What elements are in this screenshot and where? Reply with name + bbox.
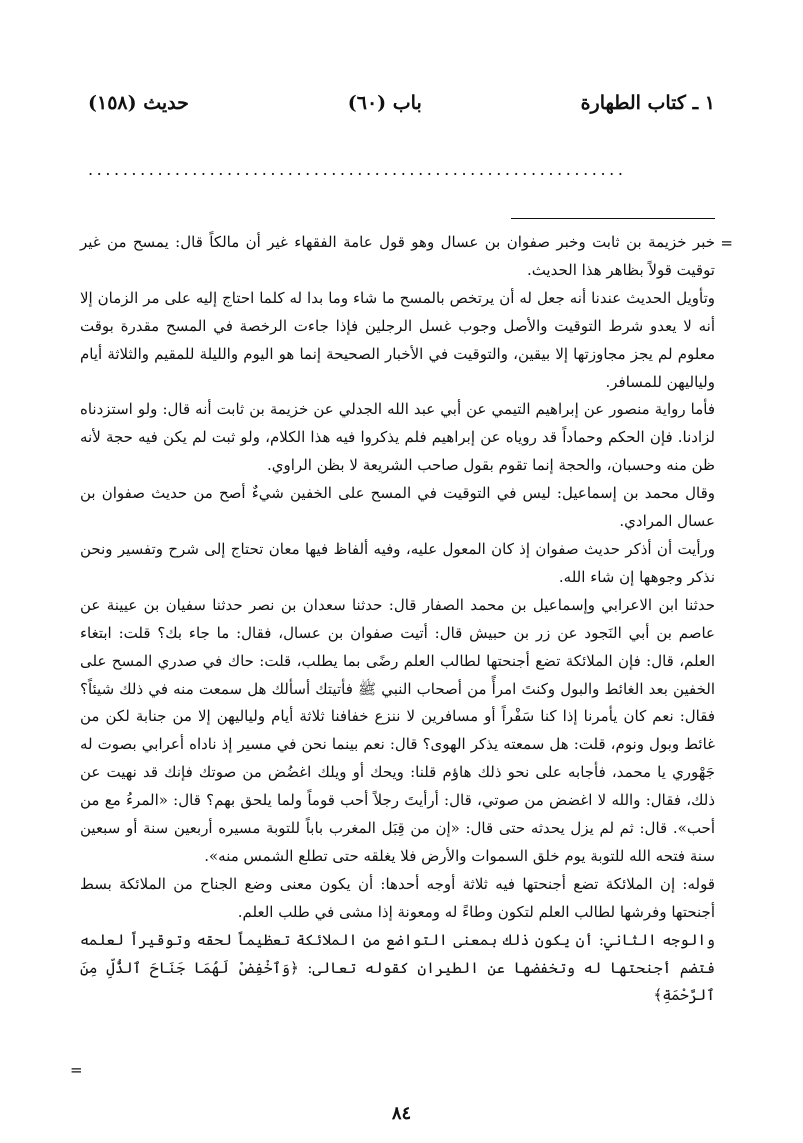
paragraph-4: وقال محمد بن إسماعيل: ليس في التوقيت في المسح على الخفين شيءٌ أصح من حديث صفوان بن عسال المرادي. [80,484,715,531]
dotted-separator: .............................................................. [88,160,627,178]
book-title: ١ ـ كتاب الطهارة [580,92,715,114]
commentary-body [80,229,715,1010]
paragraph-5: ورأيت أن أذكر حديث صفوان إذ كان المعول عليه، وفيه ألفاظ فيها معان تحتاج إلى شرح وتفسير ونحن نذكر وجوهها إن شاء الله. [80,539,715,586]
paragraph-3: فأما رواية منصور عن إبراهيم التيمي عن أبي عبد الله الجدلي عن خزيمة بن ثابت أنه قال: ولو استزدناه لزادنا. فإن الحكم وحماداً قد روياه عن إبراهيم فلم يذكروا فيه هذا الكلام، ولو ثبت لم يكن فيه حجة لأنه ظن منه وحسبان، والحجة إنما تقوم بقول صاحب الشريعة لا بظن الراوي. [80,400,715,475]
paragraph-8: والوجه الثاني: أن يكون ذلك بمعنى التواضع من الملائكة تعظيماً لحقه وتوقيراً لعلمه فتضم أجنحتها له وتخفضها عن الطيران كقوله تعالى: ﴿وَٱخْفِضْ لَهُمَا جَنَاحَ ٱلذُّلِّ مِنَ ٱلرَّحْمَةِ﴾ [80,930,715,1005]
hadith-number: (١٥٨) حديث [88,92,189,114]
paragraph-2: وتأويل الحديث عندنا أنه جعل له أن يرتخص بالمسح ما شاء وما بدا له كلما احتاج إليه على مر الزمان إلا أنه لا يعدو شرط التوقيت والأصل وجوب غسل الرجلين فإذا جاءت الرخصة في المسح مقدرة بوقت معلوم لم يجز مجاوزتها إلا بيقين، والتوقيت في الأخبار الصحيحة إنما هو اليوم والليلة للمقيم والثلاثة أيام ولياليهن للمسافر. [80,288,715,391]
chapter-number: (٦٠) باب [347,92,422,114]
footnote-rule [511,218,715,219]
paragraph-7: قوله: إن الملائكة تضع أجنحتها فيه ثلاثة أوجه أحدها: أن يكون معنى وضع الجناح من الملائكة بسط أجنحتها وفرشها لطالب العلم لتكون وطاءً له ومعونة إذا مشى في طلب العلم. [80,874,715,921]
paragraph-6: حدثنا ابن الاعرابي وإسماعيل بن محمد الصفار قال: حدثنا سعدان بن نصر حدثنا سفيان بن عيينة عن عاصم بن أبي النَجود عن زر بن حبيش قال: أتيت صفوان بن عسال، فقال: ما جاء بك؟ قلت: ابتغاء العلم، قال: فإن الملائكة تضع أجنحتها لطالب العلم رضًى بما يطلب، قلت: حاك في صدري المسح على الخفين بعد الغائط والبول وكنتَ امرأً من أصحاب النبي ﷺ فأتيتك أسألك هل سمعت منه في ذلك شيئاً؟ فقال: نعم كان يأمرنا إذا كنا سَفْراً أو مسافرين لا ننزع خفافنا ثلاثة أيام ولياليهن إلا من جنابة لكن من غائط وبول ونوم، قلت: هل سمعته يذكر الهوى؟ قال: نعم بينما نحن في مسير إذ ناداه أعرابي بصوت له جَهْوري يا محمد، فأجابه على نحو ذلك هاؤم قلنا: ويحك أو ويلك اغضُض من صوتك فإنك قد نهيت عن ذلك، فقال: والله لا اغضض من صوتي، قال: أرأيتَ رجلاً أحب قوماً ولما يلحق بهم؟ قال: «المرءُ مع من أحب». قال: ثم لم يزل يحدثه حتى قال: «إن من قِبَل المغرب باباً للتوبة مسيره أربعين سنة أو سبعين سنة فتحه الله للتوبة يوم خلق السموات والأرض فلا يغلقه حتى تطلع الشمس منه». [80,595,715,865]
running-header [88,86,715,120]
paragraph-1: خبر خزيمة بن ثابت وخبر صفوان بن عسال وهو قول عامة الفقهاء غير أن مالكاً قال: يمسح من غير توقيت قولاً بظاهر هذا الحديث. [80,233,715,279]
continuation-mark-bottom: = [70,1061,83,1079]
page-number: ٨٤ [391,1103,412,1124]
continuation-mark-top: = [720,234,733,252]
